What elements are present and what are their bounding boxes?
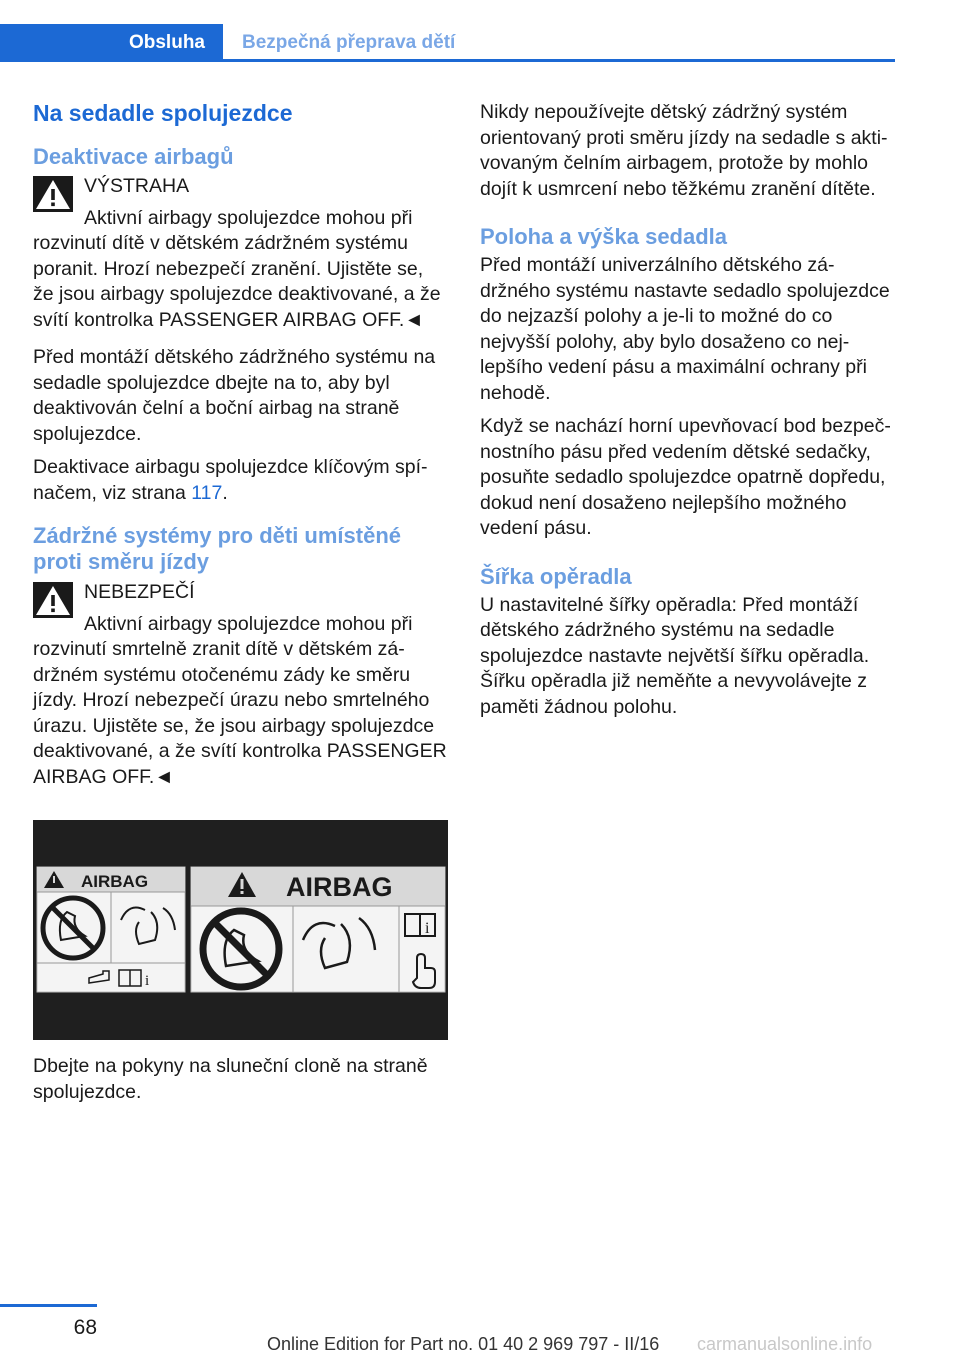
paragraph-key-switch <box>33 455 449 506</box>
left-column <box>33 100 449 1113</box>
paragraph-backrest-width: U nastavitelné šířky opěradla: Před montáží dětského zádržného systému na sedadle spolujezdce nastavte největší šířku opěradla. Šířku opěradla již neměňte a nevyvolávejte z paměti žádnou polohu. <box>480 593 870 718</box>
svg-text:i: i <box>145 973 150 989</box>
tab-obsluha[interactable]: Obsluha <box>0 24 223 62</box>
heading-seat-position: Poloha a výška sedadla <box>480 224 728 249</box>
warning-block-2 <box>33 580 449 790</box>
heading-rear-facing: Zádržné systémy pro děti umístěné proti směru jízdy <box>33 523 401 574</box>
page-link-117[interactable]: 117 <box>191 481 223 504</box>
warning-1-first-line: Aktivní airbagy spolujezdce mohou při <box>84 206 413 229</box>
heading-deactivate-airbags: Deaktivace airbagů <box>33 144 234 169</box>
footer-accent-line <box>0 1304 97 1307</box>
paragraph-seat-position-2: Když se nachází horní upevňovací bod bezpečnostního pásu před vedením dětské sedačky, posuňte sedadlo spolujezdce opatrně dopředu, dokud není dosaženo nejlepšího možného vedení pásu. <box>480 415 891 539</box>
warning-1-title: VÝSTRAHA <box>84 175 190 197</box>
large-airbag-label: AIRBAG <box>286 872 393 902</box>
airbag-label-figure <box>33 820 448 1040</box>
paragraph-never-use: Nikdy nepoužívejte dětský zádržný systém orientovaný proti směru jízdy na sedadle s aktivovaným čelním airbagem, protože by mohlo dojít k usmrcení nebo těžkému zranění dítěte. <box>480 101 888 200</box>
page-number: 68 <box>73 1316 97 1339</box>
warning-block-1 <box>33 174 449 333</box>
warning-2-first-line: Aktivní airbagy spolujezdce mohou při <box>84 612 413 635</box>
small-airbag-label: AIRBAG <box>81 872 149 891</box>
danger-triangle-icon <box>33 582 73 618</box>
paragraph-before-mounting: Před montáží dětského zádržného systému na sedadle spolujezdce dbejte na to, aby byl deaktivován čelní a boční airbag na straně spolujezdce. <box>33 346 436 445</box>
airbag-sticker-illustration <box>33 820 448 1040</box>
svg-text:i: i <box>425 920 430 937</box>
chapter-header <box>0 24 895 62</box>
warning-2-text: rozvinutí smrtelně zranit dítě v dětském zádržném systému otočenému zády ke směru jízdy. Hrozí nebezpečí úrazu nebo smrtelného úrazu. Ujistěte se, že jsou airbagy spolujezdce deaktivované, a že svítí kontrolka PASSENGER AIRBAG OFF.◄ <box>33 638 447 788</box>
warning-1-text: rozvinutí dítě v dětském zádržném systému poranit. Hrozí nebezpečí zranění. Ujistěte se, že jsou airbagy spolujezdce deaktivované, a že svítí kontrolka PASSENGER AIRBAG OFF.◄ <box>33 232 441 331</box>
warning-2-title: NEBEZPEČÍ <box>84 581 195 603</box>
heading-backrest-width: Šířka opěradla <box>480 563 632 589</box>
edition-info: Online Edition for Part no. 01 40 2 969 797 - II/16 <box>267 1334 660 1354</box>
key-switch-text: Deaktivace airbagu spolujezdce klíčovým spínačem, viz strana <box>33 456 428 504</box>
figure-caption: Dbejte na pokyny na sluneční cloně na straně spolujezdce. <box>33 1055 428 1103</box>
watermark: carmanualsonline.info <box>697 1334 873 1354</box>
warning-triangle-icon <box>33 176 73 212</box>
key-switch-end: . <box>222 481 228 504</box>
paragraph-seat-position-1: Před montáží univerzálního dětského zádržného systému nastavte sedadlo spolujezdce do nejzazší polohy a je-li to možné do co nejvyšší polohy, aby bylo dosaženo co nejlepšího vedení pásu a maximální ochrany při nehodě. <box>480 254 890 404</box>
tab-child-safety[interactable]: Bezpečná přeprava dětí <box>242 32 456 53</box>
right-column <box>480 100 898 728</box>
heading-passenger-seat: Na sedadle spolujezdce <box>33 100 293 126</box>
